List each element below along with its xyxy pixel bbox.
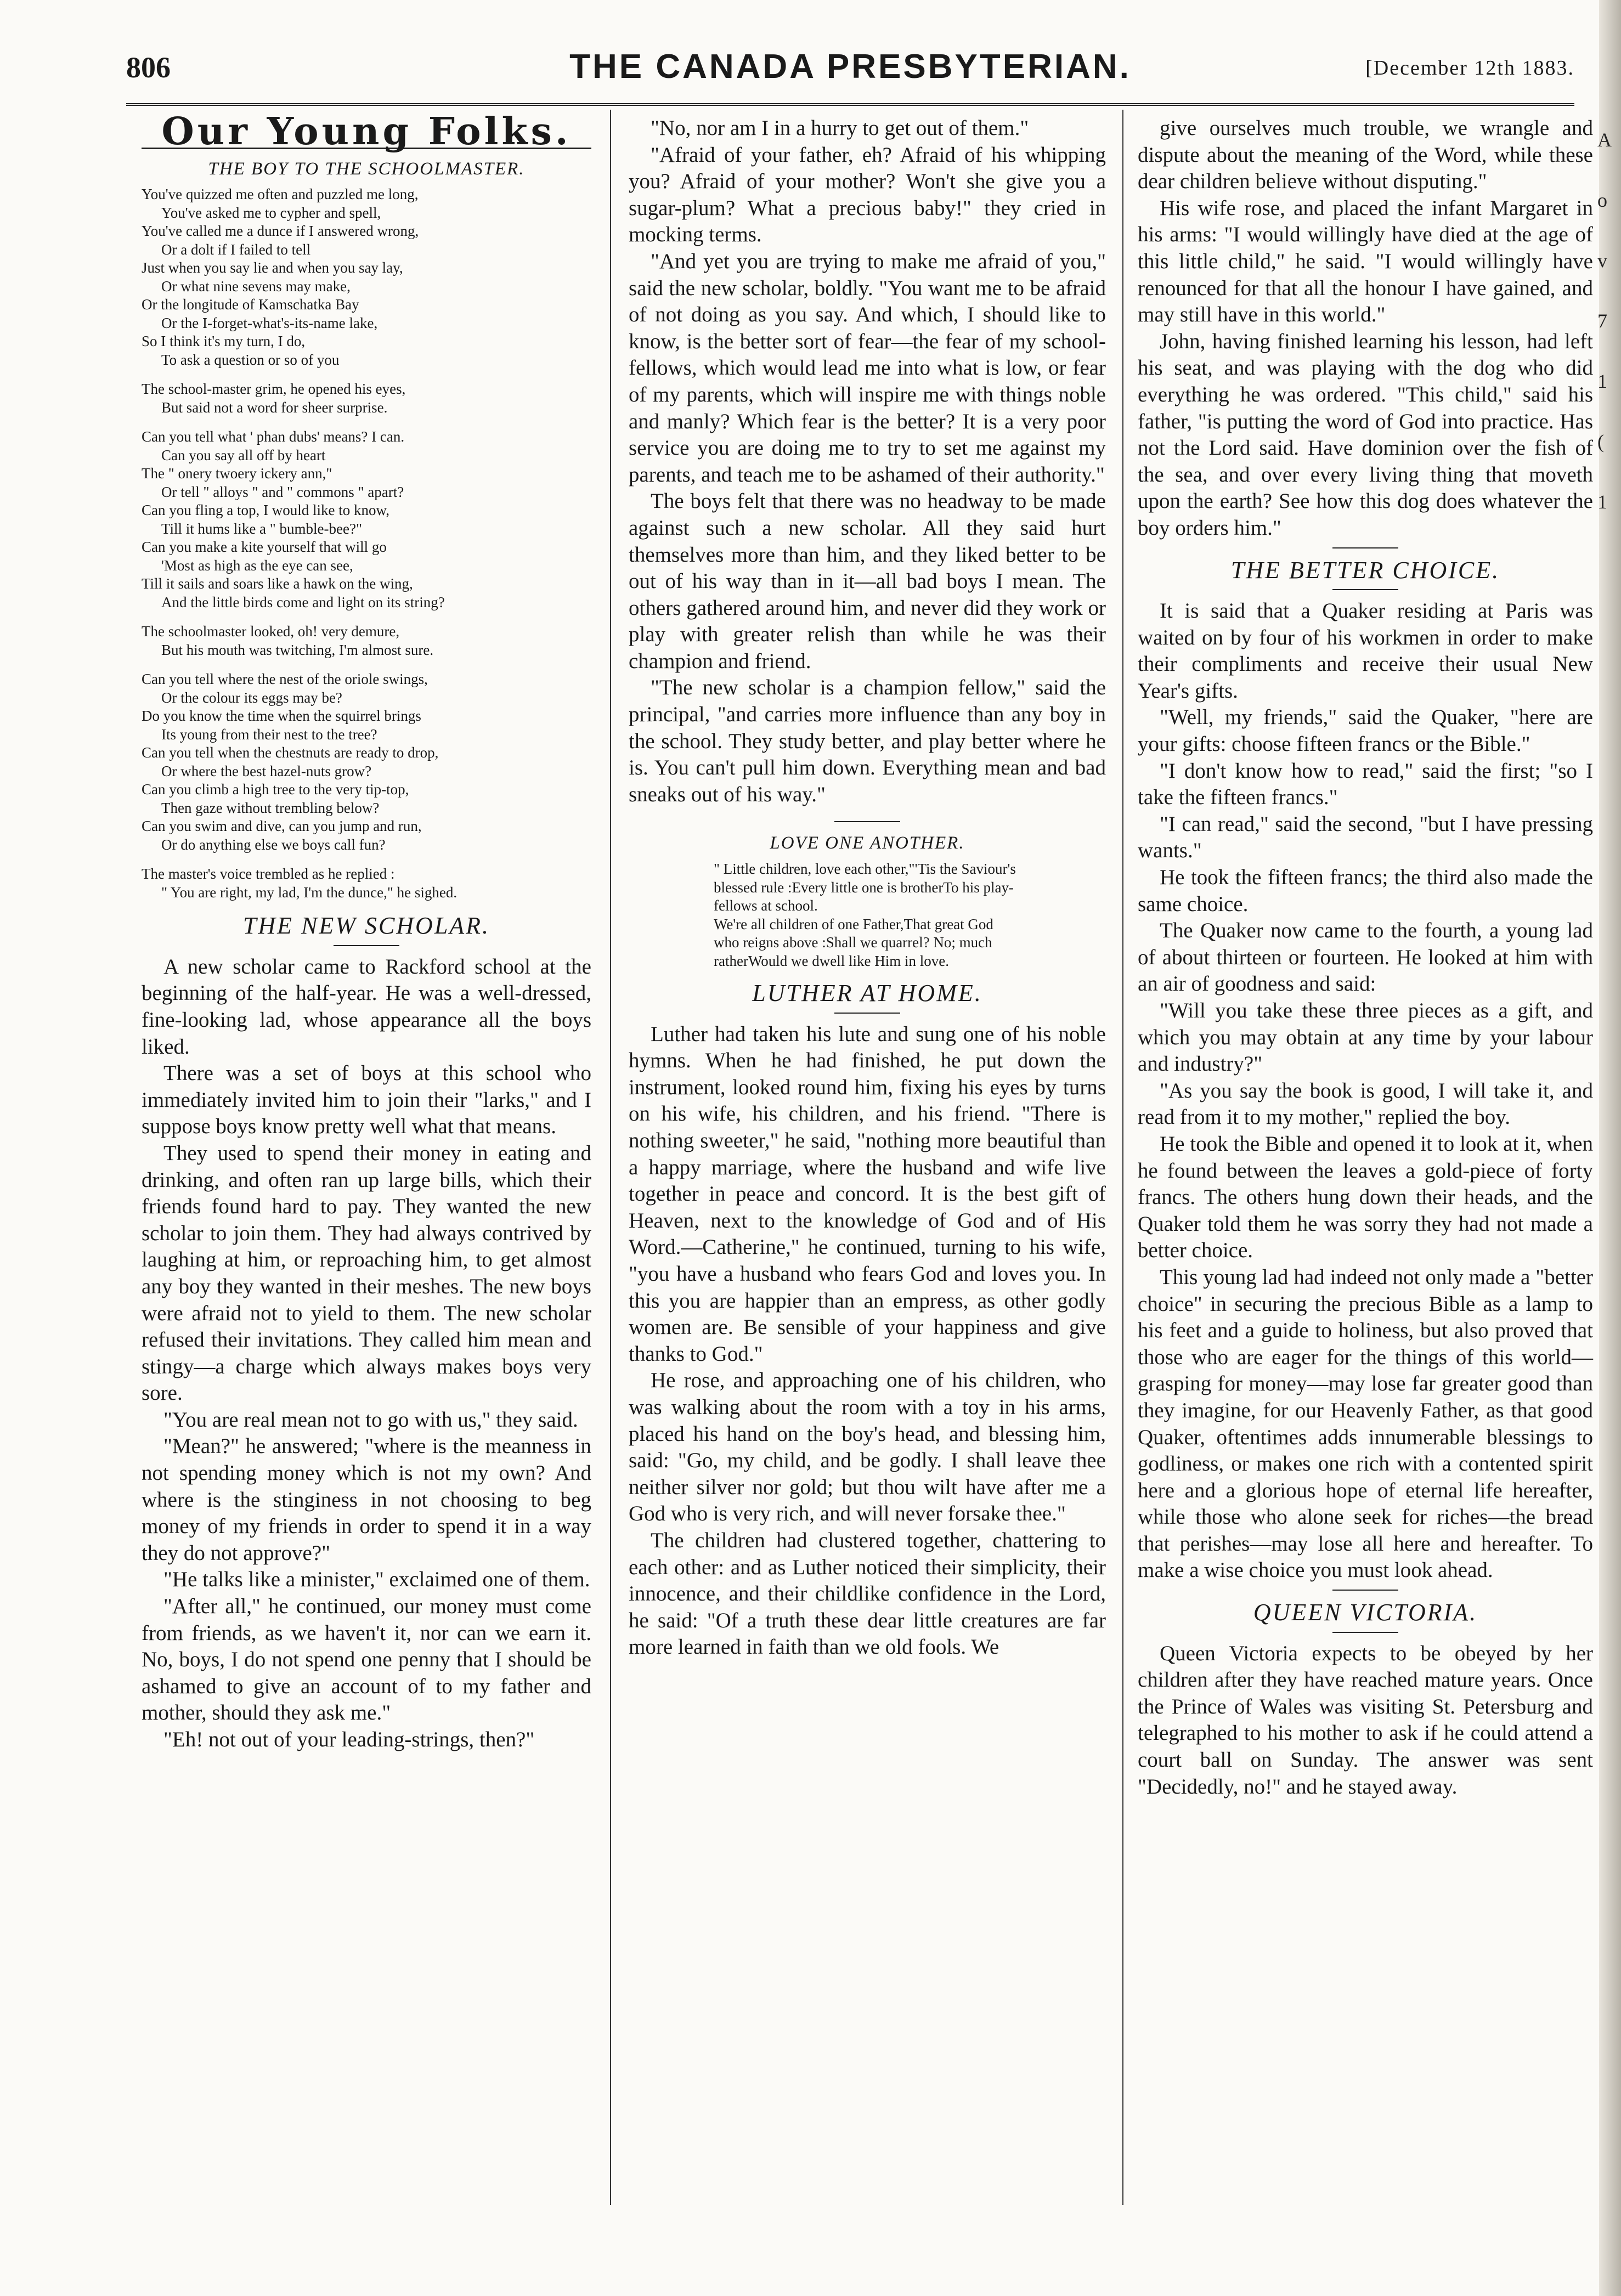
poem-line: Or where the best hazel-nuts grow? — [161, 762, 372, 779]
paragraph: This young lad had indeed not only made a "better choice" in securing the precious Bible as a lamp to his feet and a guide to holiness, but also proved that those who are eager for the things of this world—grasping for money—may lose far greater good than they imagine, for our Heavenly Father, as that good Quaker, oftentimes adds innumerable blessings to godliness, or makes one rich with a contented spirit here and a glorious hope of eternal life hereafter, while those who alone seek for riches—the bread that perishes—may lose all here and hereafter. To make a wise choice you must look ahead. — [1138, 1265, 1593, 1582]
poem-stanza — [142, 428, 591, 612]
article-body-new-scholar-cont — [629, 115, 1106, 808]
paragraph: They used to spend their money in eating and drinking, and often ran up large bills, which their friends found hard to pay. They wanted the new scholar to join them. They had always contrived by laughing at him, or reproaching him, to get almost any boy they wanted in their meshes. The new boys were afraid not to yield to them. The new scholar refused their invitations. They called him mean and stingy—a charge which always makes boys very sore. — [142, 1141, 591, 1405]
poem-line: And the little birds come and light on its string? — [161, 593, 445, 610]
edge-mark: v — [1597, 250, 1607, 272]
paragraph: A new scholar came to Rackford school at the beginning of the half-year. He was a well-dressed, fine-looking lad, whose appearance all the boys liked. — [142, 954, 591, 1059]
column-3 — [1138, 115, 1593, 1800]
paragraph: "He talks like a minister," exclaimed one of them. — [163, 1568, 590, 1592]
paragraph: The Quaker now came to the fourth, a young lad of about thirteen or fourteen. He looked at him with an air of goodness and said: — [1138, 919, 1593, 996]
poem-line: That great God who reigns above : — [714, 915, 993, 951]
poem-line: Just when you say lie and when you say lay, — [142, 259, 403, 276]
poem-line: The " onery twoery ickery ann," — [142, 465, 332, 482]
poem-line: Or do anything else we boys call fun? — [161, 836, 386, 853]
edge-mark: A — [1597, 129, 1612, 151]
poem-line: Can you make a kite yourself that will go — [142, 539, 387, 556]
paragraph: "I don't know how to read," said the first; "so I take the fifteen francs." — [1138, 759, 1593, 810]
paragraph: He took the fifteen francs; the third also made the same choice. — [1138, 866, 1593, 916]
poem-line: To his play-fellows at school. — [714, 879, 1014, 914]
edge-mark: ( — [1597, 431, 1604, 453]
article-body-new-scholar — [142, 954, 591, 1754]
header-rule — [126, 103, 1574, 106]
paragraph: "As you say the book is good, I will take it, and read from it to my mother," replied the boy. — [1138, 1078, 1593, 1129]
paragraph: "And yet you are trying to make me afraid of you," said the new scholar, boldly. "You want me to be afraid of not doing as you say. And which, I should like to know, is the better sort of fear—the fear of my school-fellows, which would lead me into what is low, or fear of my parents, which will inspire me with things noble and manly? Which fear is the better? It is a very poor service you are doing me to try to set me against my parents, and teach me to be ashamed of their authority." — [629, 249, 1106, 487]
article-body-luther-cont — [1138, 115, 1593, 542]
edge-marks — [1597, 110, 1614, 532]
poem-line: Or tell " alloys " and " commons " apart? — [161, 483, 404, 500]
poem-line: Its young from their nest to the tree? — [161, 726, 377, 743]
article-title-queen-victoria: QUEEN VICTORIA. — [1253, 1599, 1478, 1626]
poem-line: Can you climb a high tree to the very tip-top, — [142, 781, 409, 798]
column-rule-2 — [1122, 110, 1123, 2205]
paragraph: Queen Victoria expects to be obeyed by her children after they have reached mature years. Once the Prince of Wales was visiting St. Petersburg and telegraphed to his mother to ask if he could attend a court ball on Sunday. The answer was sent "Decidedly, no!" and he stayed away. — [1138, 1641, 1593, 1799]
poem-line: You've asked me to cypher and spell, — [161, 204, 381, 221]
edge-mark: 1 — [1597, 370, 1607, 392]
poem-line: The school-master grim, he opened his eyes, — [142, 381, 406, 398]
poem-line: Till it hums like a " bumble-bee?" — [161, 520, 363, 537]
column-1 — [142, 110, 591, 1754]
poem-line: We're all children of one Father, — [714, 915, 904, 932]
poem-line: Or the longitude of Kamschatka Bay — [142, 296, 359, 313]
paragraph: "The new scholar is a champion fellow," said the principal, "and carries more influence than any boy in the school. They study better, and play better where he is. You can't pull him down. Everything mean and bad sneaks out of his way." — [629, 676, 1106, 806]
poem-line: So I think it's my turn, I do, — [142, 333, 306, 350]
paragraph: "You are real mean not to go with us," they said. — [163, 1407, 578, 1432]
article-title-new-scholar: THE NEW SCHOLAR. — [242, 912, 490, 940]
article-body-luther-at-home — [629, 1021, 1106, 1661]
column-2 — [629, 115, 1106, 1661]
paragraph: "Eh! not out of your leading-strings, then?" — [163, 1728, 535, 1751]
poem-line: Can you tell where the nest of the oriole swings, — [142, 671, 428, 688]
poem-line: Or the I-forget-what's-its-name lake, — [161, 314, 378, 331]
paragraph: He rose, and approaching one of his children, who was walking about the room with a toy in his arms, placed his hand on the boy's head, and blessing him, said: "Go, my child, and be godly. I shall leave thee neither silver nor gold; but thou wilt have after me a God who is very rich, and will never forsake thee." — [629, 1368, 1106, 1526]
poem-line: 'Most as high as the eye can see, — [161, 557, 353, 574]
paragraph: It is said that a Quaker residing at Paris was waited on by four of his workmen in order to make their compliments and receive their usual New Year's gifts. — [1138, 599, 1593, 703]
poem-line: " You are right, my lad, I'm the dunce," he sighed. — [161, 884, 458, 901]
poem-line: Or the colour its eggs may be? — [161, 689, 342, 706]
divider — [1332, 589, 1398, 590]
paragraph: "No, nor am I in a hurry to get out of them." — [651, 116, 1029, 140]
edge-mark: 7 — [1597, 310, 1607, 332]
divider — [1332, 1632, 1398, 1633]
poem-stanza — [142, 623, 591, 659]
paragraph: "Mean?" he answered; "where is the meanness in not spending money which is not my own? And where is the stinginess in not choosing to beg money of my friends in order to spend it in a way they do not approve?" — [142, 1434, 591, 1565]
masthead: THE CANADA PRESBYTERIAN. — [569, 48, 1131, 86]
poem-line: Do you know the time when the squirrel brings — [142, 708, 421, 725]
paragraph: "Well, my friends," said the Quaker, "here are your gifts: choose fifteen francs or the Bible." — [1138, 705, 1593, 756]
poem-stanza — [142, 380, 591, 417]
poem-line: 'Tis the Saviour's blessed rule : — [714, 861, 1016, 896]
poem-line: Every little one is brother — [792, 879, 944, 896]
page-header — [126, 50, 1574, 100]
paragraph: Luther had taken his lute and sung one of his noble hymns. When he had finished, he put down the instrument, looked round him, fixing his eyes by turns on his wife, his children, and his friend. "There is nothing sweeter," he said, "nothing more beautiful than a happy marriage, where the husband and wife live together in peace and concord. It is the best gift of Heaven, next to the knowledge of God and of His Word.—Catherine," he continued, turning to his wife, "you have a husband who fears God and loves you. In this you are happier than an empress, as other godly women are. Be sensible of your happiness and give thanks to God." — [629, 1022, 1106, 1366]
poem-stanza — [714, 915, 1021, 971]
poem-line: The schoolmaster looked, oh! very demure, — [142, 623, 400, 640]
poem-line: To ask a question or so of you — [161, 351, 340, 368]
divider — [1332, 547, 1398, 548]
paragraph: The children had clustered together, chattering to each other: and as Luther noticed their simplicity, their innocence, and their childlike confidence in the Lord, he said: "Of a truth these dear little creatures are far more learned in faith than we old fools. We — [629, 1528, 1106, 1659]
poem-line: " Little children, love each other," — [714, 861, 915, 878]
edge-mark: o — [1597, 189, 1607, 211]
poem-stanza — [142, 185, 591, 369]
poem-title: THE BOY TO THE SCHOOLMASTER. — [208, 159, 525, 179]
poem-stanza — [142, 670, 591, 854]
poem-title: LOVE ONE ANOTHER. — [770, 833, 965, 853]
poem-line: Can you tell when the chestnuts are ready to drop, — [142, 744, 439, 761]
poem-line: You've quizzed me often and puzzled me long, — [142, 186, 419, 203]
department-title: Our Young Folks. — [161, 110, 572, 154]
paragraph: "After all," he continued, our money must come from friends, as we haven't it, nor can we earn it. No, boys, I do not spend one penny that I should be ashamed to give an account of to my father and mother, should they ask me." — [142, 1594, 591, 1725]
poem-boy-to-schoolmaster — [142, 185, 591, 902]
divider — [834, 821, 900, 822]
poem-line: Can you say all off by heart — [161, 446, 326, 463]
poem-line: Till it sails and soars like a hawk on the wing, — [142, 575, 413, 592]
poem-stanza — [142, 865, 591, 902]
paragraph: There was a set of boys at this school who immediately invited him to join their "larks," and I suppose boys know pretty well what that means. — [142, 1061, 591, 1139]
paragraph: "Afraid of your father, eh? Afraid of his whipping you? Afraid of your mother? Won't she give you a sugar-plum? What a precious baby!" they cried in mocking terms. — [629, 143, 1106, 247]
poem-line: Then gaze without trembling below? — [161, 799, 380, 816]
poem-line: Would we dwell like Him in love. — [748, 952, 949, 969]
poem-line: Or a dolt if I failed to tell — [161, 241, 311, 258]
paragraph: John, having finished learning his lesson, had left his seat, and was playing with the dog who did everything he was ordered. "This child," said his father, "is putting the word of God into practice. Has not the Lord said. Have dominion over the fish of the sea, and over every living thing that moveth upon the earth? See how this dog does whatever the boy orders him." — [1138, 329, 1593, 540]
page-number: 806 — [126, 51, 171, 84]
divider — [834, 1013, 900, 1014]
poem-line: You've called me a dunce if I answered wrong, — [142, 223, 419, 240]
paragraph: give ourselves much trouble, we wrangle and dispute about the meaning of the Word, while these dear children believe without disputing." — [1138, 116, 1593, 194]
article-title-better-choice: THE BETTER CHOICE. — [1230, 556, 1500, 584]
poem-love-one-another — [714, 860, 1021, 970]
article-title-luther-at-home: LUTHER AT HOME. — [752, 980, 982, 1007]
divider — [1332, 1590, 1398, 1591]
paragraph: His wife rose, and placed the infant Margaret in his arms: "I would willingly have died at the age of this little child," he said. "I would willingly have renounced for that all the honour I have gained, and may still have in this world." — [1138, 196, 1593, 327]
paragraph: The boys felt that there was no headway to be made against such a new scholar. All they said hurt themselves more than him, and they liked better to be out of his way than in it—all bad boys I mean. The others gathered around him, and never did they work or play with greater relish than while he was their champion and friend. — [629, 489, 1106, 673]
poem-line: But his mouth was twitching, I'm almost sure. — [161, 641, 434, 658]
poem-line: But said not a word for sheer surprise. — [161, 399, 388, 416]
poem-line: Can you swim and dive, can you jump and run, — [142, 818, 422, 835]
column-rule-1 — [610, 110, 611, 2205]
divider — [334, 945, 399, 946]
poem-line: Or what nine sevens may make, — [161, 278, 351, 295]
poem-line: Can you tell what ' phan dubs' means? I can. — [142, 428, 405, 445]
paragraph: He took the Bible and opened it to look at it, when he found between the leaves a gold-piece of forty francs. The others hung down their heads, and the Quaker told them he was sorry they had not made a better choice. — [1138, 1132, 1593, 1263]
poem-line: Shall we quarrel? No; much rather — [714, 934, 992, 969]
paragraph: "I can read," said the second, "but I have pressing wants." — [1138, 812, 1593, 863]
edge-mark: 1 — [1597, 491, 1607, 513]
paragraph: "Will you take these three pieces as a gift, and which you may obtain at any time by your labour and industry?" — [1138, 999, 1593, 1076]
article-body-queen-victoria — [1138, 1641, 1593, 1801]
poem-line: Can you fling a top, I would like to know, — [142, 502, 389, 519]
issue-date: [December 12th 1883. — [1365, 56, 1574, 80]
article-body-better-choice — [1138, 598, 1593, 1584]
poem-stanza — [714, 860, 1021, 915]
poem-line: The master's voice trembled as he replied : — [142, 866, 395, 883]
